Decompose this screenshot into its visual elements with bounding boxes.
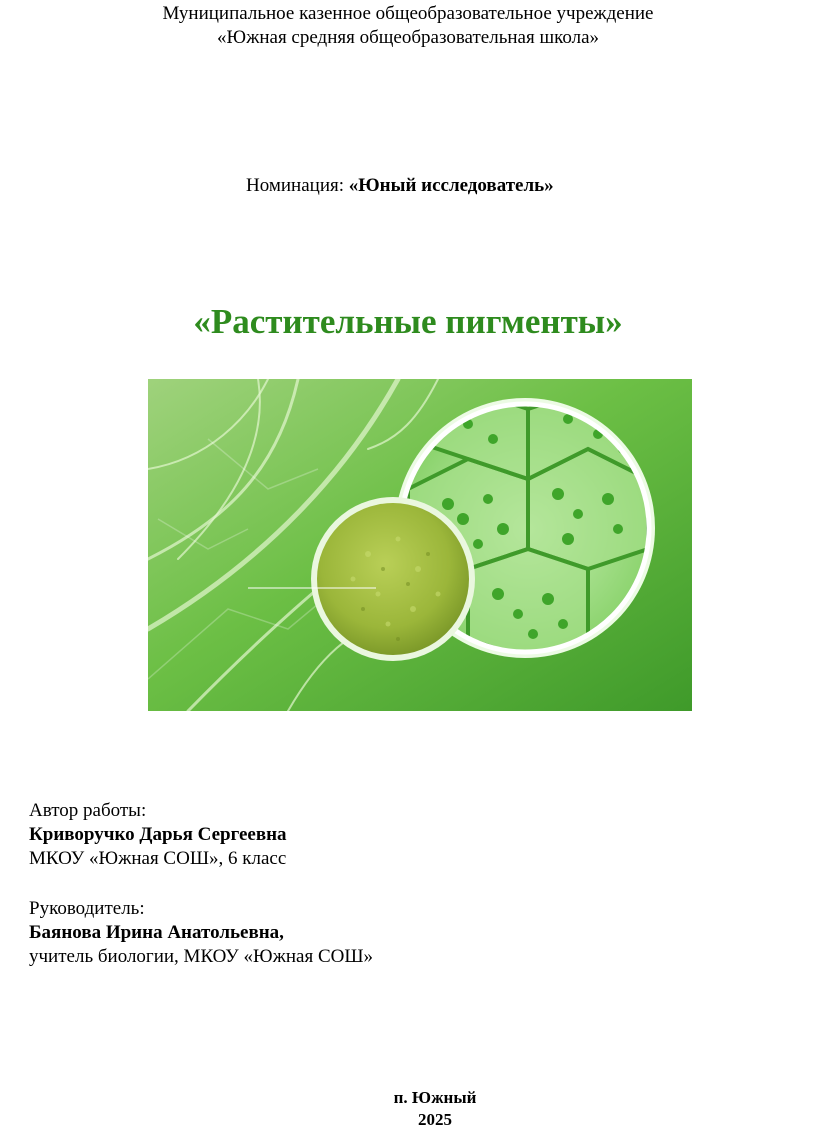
- supervisor-label: Руководитель:: [29, 898, 145, 919]
- supervisor-name: Баянова Ирина Анатольевна,: [29, 922, 284, 943]
- nomination-label: Номинация:: [246, 175, 349, 196]
- author-label: Автор работы:: [29, 800, 147, 821]
- leaf-powder-cells-image: [148, 379, 692, 711]
- nomination-value: «Юный исследователь»: [348, 175, 554, 196]
- supervisor-position: учитель биологии, МКОУ «Южная СОШ»: [29, 946, 374, 967]
- institution-line-1: Муниципальное казенное общеобразовательное учреждение: [162, 3, 654, 24]
- footer-year: 2025: [418, 1110, 452, 1129]
- page-title: «Растительные пигменты»: [193, 302, 623, 341]
- footer-place: п. Южный: [393, 1088, 477, 1107]
- institution-line-2: «Южная средняя общеобразовательная школа»: [216, 27, 600, 48]
- author-block: [29, 799, 373, 969]
- footer: [0, 1087, 816, 1131]
- author-school: МКОУ «Южная СОШ», 6 класс: [29, 848, 287, 869]
- author-spacer: [29, 871, 373, 897]
- institution-header: [0, 2, 816, 50]
- author-name: Криворучко Дарья Сергеевна: [29, 824, 287, 845]
- nomination: [246, 174, 554, 198]
